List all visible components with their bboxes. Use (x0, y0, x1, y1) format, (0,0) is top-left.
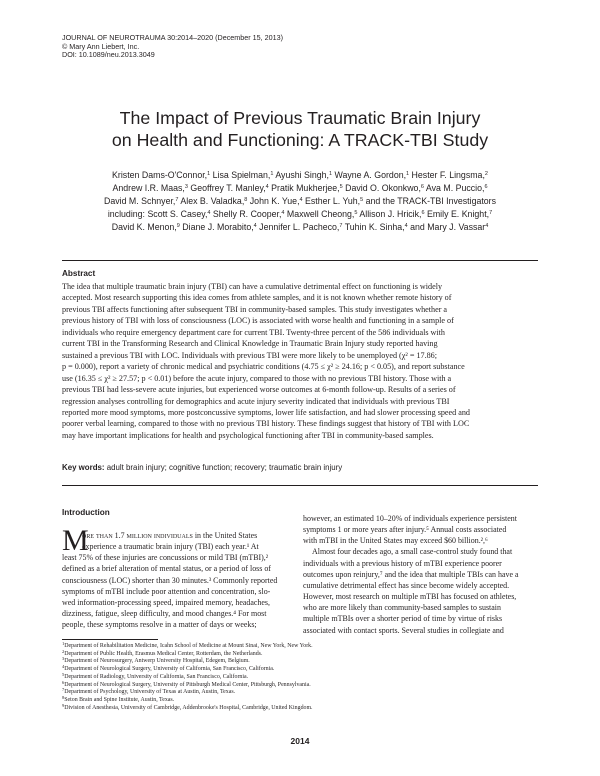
keywords-label: Key words: (62, 463, 105, 472)
footnote-number: 2 (62, 648, 65, 654)
author-name: Hester F. Lingsma, (409, 170, 485, 180)
body-line: Almost four decades ago, a small case-control study found that (312, 547, 513, 557)
affiliation-marker: 9 (176, 222, 180, 229)
drop-cap: M (62, 524, 89, 557)
author-name: including: Scott S. Casey, (107, 208, 208, 219)
affiliation-marker: 2 (484, 171, 488, 177)
footnote-number: 9 (62, 702, 65, 708)
author-name: Ayushi Singh, (273, 170, 329, 180)
article-title-line: on Health and Functioning: A TRACK-TBI Study (111, 130, 489, 150)
author-name: Maxwell Cheong, (284, 208, 355, 219)
footnote-number: 3 (62, 656, 65, 662)
footnote-text: Department of Neurological Surgery, University of California, San Francisco, California. (64, 666, 275, 673)
abstract-line: poorer verbal learning, compared to those with no previous TBI history. These findings suggest that history of TBI with LOC (62, 419, 470, 429)
journal-copyright-line: © Mary Ann Liebert, Inc. (62, 41, 140, 51)
author-name: Esther L. Yuh, (302, 195, 361, 206)
affiliation-marker: 4 (281, 209, 285, 216)
body-line: dizziness, fatigue, sleep difficulty, and mood changes.⁴ For most (62, 609, 267, 619)
abstract-line: regression analyses controlling for demographics and acute injury severity indicated that individuals with previous TBI (62, 396, 450, 406)
journal-doi-line: DOI: 10.1089/neu.2013.3049 (62, 50, 155, 60)
abstract-line: previous TBI affects functioning after subsequent TBI in community-based samples. This study investigates whether a (62, 304, 448, 314)
affiliation-marker: 5 (339, 183, 343, 190)
body-line: multiple mTBIs over a shorter period of time by virtue of risks (303, 614, 503, 624)
body-line: people, these symptoms resolve in a matter of days or weeks; (62, 620, 257, 630)
footnote-text: Department of Radiology, University of California, San Francisco, California. (64, 673, 249, 680)
body-line: least 75% of these injuries are concussions or mild TBI (mTBI),² (62, 553, 269, 563)
author-name: John K. Yue, (247, 195, 300, 206)
body-line: symptoms of mTBI include poor attention and concentration, slo- (62, 586, 271, 596)
body-line: however, an estimated 10–20% of individuals experience persistent (303, 514, 517, 523)
body-line: However, most research on multiple mTBI has focused on athletes, (303, 592, 517, 602)
author-name: David O. Okonkwo, (342, 182, 421, 193)
author-name: David K. Menon, (111, 221, 177, 232)
footnote-number: 6 (62, 679, 65, 685)
affiliation-marker: 3 (184, 183, 188, 190)
author-name: Tuhin K. Sinha, (342, 221, 405, 232)
footnote-number: 7 (62, 687, 65, 693)
author-group: and the TRACK-TBI Investigators (363, 195, 497, 206)
affiliation-marker: 1 (328, 171, 333, 177)
affiliation-footnotes (62, 643, 538, 712)
lead-in-smallcaps: ore than 1.7 million individuals (82, 531, 193, 540)
affiliation-marker: 6 (421, 209, 425, 216)
abstract-bottom-rule (62, 485, 538, 486)
body-line: outcomes upon reinjury,⁷ and the idea that multiple TBIs can have a (303, 569, 519, 579)
abstract-line: reported more mood symptoms, more postconcussive symptoms, lower life satisfaction, and had slower processing speed and (62, 407, 470, 417)
footnote-text: Division of Anesthesia, University of Cambridge, Addenbrooke's Hospital, Cambridge, United Kingdom. (64, 704, 313, 711)
author-name: and Mary J. Vassar (407, 221, 486, 232)
article-title-line: The Impact of Previous Traumatic Brain Injury (119, 108, 481, 128)
author-name: Lisa Spielman, (210, 170, 271, 180)
author-name: Shelly R. Cooper, (210, 208, 282, 219)
abstract-line: previous history of TBI with loss of consciousness (LOC) is associated with worse health and functioning in a sample of (62, 316, 454, 326)
affiliation-marker: 4 (253, 222, 257, 229)
journal-citation-line: JOURNAL OF NEUROTRAUMA 30:2014–2020 (December 15, 2013) (62, 33, 284, 42)
author-name: Allison J. Hricik, (357, 208, 422, 219)
affiliation-marker: 8 (244, 196, 248, 203)
affiliation-marker: 1 (270, 171, 274, 177)
journal-citation (62, 34, 283, 60)
author-name: Geoffrey T. Manley, (187, 182, 266, 193)
body-line (62, 530, 297, 541)
footnote (62, 666, 538, 674)
body-line: wed information-processing speed, impaired memory, headaches, (62, 597, 270, 607)
affiliation-marker: 1 (207, 171, 211, 177)
affiliation-marker: 6 (420, 183, 424, 190)
affiliation-marker: 4 (265, 183, 269, 190)
footnote-number: 4 (62, 664, 65, 670)
author-name: Alex B. Valadka, (178, 195, 245, 206)
abstract-top-rule (62, 260, 538, 261)
page-number: 2014 (290, 736, 310, 746)
abstract-line: sustained a previous TBI with LOC. Individuals with previous TBI were more likely to be unemployed (χ² = 17.86; (62, 350, 437, 360)
author-line (40, 208, 560, 221)
abstract-line: use (16.35 ≤ χ² ≥ 27.57; p < 0.01) before the acute injury, compared to those with no previous TBI history. Those with a (62, 373, 452, 383)
keywords (62, 463, 342, 472)
body-line: who are more likely than community-based samples to sustain (303, 603, 501, 613)
author-line (40, 182, 560, 195)
footnote (62, 658, 538, 666)
affiliation-marker: 4 (207, 209, 211, 216)
lead-in-rest: in the United States (192, 531, 258, 540)
body-line: defined as a brief alteration of mental status, or a period of loss of (62, 564, 271, 574)
author-name: Pratik Mukherjee, (268, 182, 340, 193)
footnote-text: Department of Psychology, University of Texas at Austin, Austin, Texas. (64, 689, 236, 696)
footnote-text: Department of Neurological Surgery, University of Pittsburgh Medical Center, Pittsburgh, Pennsylvania. (64, 681, 311, 688)
affiliation-marker: 7 (489, 209, 493, 216)
footnote (62, 643, 538, 651)
author-name: Jennifer L. Pacheco, (256, 221, 340, 232)
keywords-text: adult brain injury; cognitive function; recovery; traumatic brain injury (104, 463, 343, 472)
abstract-line: The idea that multiple traumatic brain injury (TBI) can have a cumulative detrimental effect on functioning is widely (62, 282, 443, 291)
footnote (62, 689, 538, 697)
author-line (40, 169, 560, 182)
affiliation-marker: 7 (339, 222, 343, 229)
author-line (40, 221, 560, 234)
footnote-text: Seton Brain and Spine Institute, Austin, Texas. (64, 696, 175, 703)
author-name: Ava M. Puccio, (423, 182, 485, 193)
affiliation-marker: 5 (354, 209, 358, 216)
author-name: David M. Schnyer, (103, 195, 176, 206)
author-line (40, 195, 560, 208)
footnote (62, 702, 538, 713)
abstract-line: may have important implications for health and psychological functioning after TBI in community-based samples. (62, 430, 434, 440)
article-title (0, 107, 600, 151)
footnote-text: Department of Rehabilitation Medicine, Icahn School of Medicine at Mount Sinai, New York, New York. (64, 643, 313, 649)
body-line: consciousness (LOC) shorter than 30 minutes.³ Commonly reported (62, 575, 278, 585)
affiliation-marker: 7 (175, 196, 179, 203)
affiliation-marker: 4 (404, 222, 408, 229)
author-name: Diane J. Morabito, (179, 221, 254, 232)
abstract-line: current TBI in the Transforming Research and Clinical Knowledge in Traumatic Brain Injury study reported having (62, 339, 438, 349)
footnote (62, 671, 538, 682)
affiliation-marker: 1 (406, 171, 410, 177)
body-line: experience a traumatic brain injury (TBI) each year.¹ At (82, 542, 259, 552)
affiliation-marker: 6 (484, 183, 488, 190)
footnote-text: Department of Public Health, Erasmus Medical Center, Rotterdam, the Netherlands. (64, 650, 263, 657)
abstract-heading: Abstract (62, 269, 96, 278)
author-name: Emily E. Knight, (424, 208, 490, 219)
abstract-body (62, 281, 538, 441)
body-column-left (62, 524, 297, 630)
body-line: individuals with a previous history of mTBI experience poorer (303, 558, 502, 568)
abstract-line: p = 0.000), report a variety of chronic medical and psychiatric conditions (4.75 ≤ χ² ≥ 24.16; p < 0.05), and report substance (62, 362, 465, 372)
affiliation-marker: 5 (360, 196, 364, 203)
footnote-number: 5 (62, 671, 65, 677)
body-line: associated with contact sports. Several studies in collegiate and (303, 625, 504, 635)
abstract-line: previous TBI had less-severe acute injuries, but experienced worse outcomes at 6-month follow-up. Results of a series of (62, 385, 456, 395)
body-line: with mTBI in the United States may exceed $60 billion.²,⁶ (303, 536, 488, 546)
affiliation-marker: 4 (299, 196, 303, 203)
introduction-heading: Introduction (62, 508, 110, 517)
author-name: Wayne A. Gordon, (332, 170, 407, 180)
footnote-number: 1 (62, 641, 65, 646)
footnote (62, 694, 538, 705)
author-list (40, 169, 560, 234)
body-line: symptoms 1 or more years after injury.⁵ Annual costs associated (303, 525, 507, 535)
affiliation-marker: 4 (485, 222, 489, 229)
author-name: Kristen Dams-O'Connor, (112, 170, 208, 180)
footnote-rule (62, 639, 158, 640)
body-line: cumulative detrimental effect has since become widely accepted. (303, 580, 510, 590)
abstract-line: individuals who require emergency department care for current TBI. Twenty-three percent of the 586 individuals with (62, 327, 445, 337)
footnote-number: 8 (62, 694, 65, 700)
author-name: Andrew I.R. Maas, (112, 182, 185, 193)
body-column-right (303, 513, 538, 636)
abstract-line: accepted. Most research supporting this idea comes from athlete samples, and it is not known whether remote history of (62, 293, 452, 303)
footnote-text: Department of Neurosurgery, Antwerp University Hospital, Edegem, Belgium. (64, 658, 250, 665)
